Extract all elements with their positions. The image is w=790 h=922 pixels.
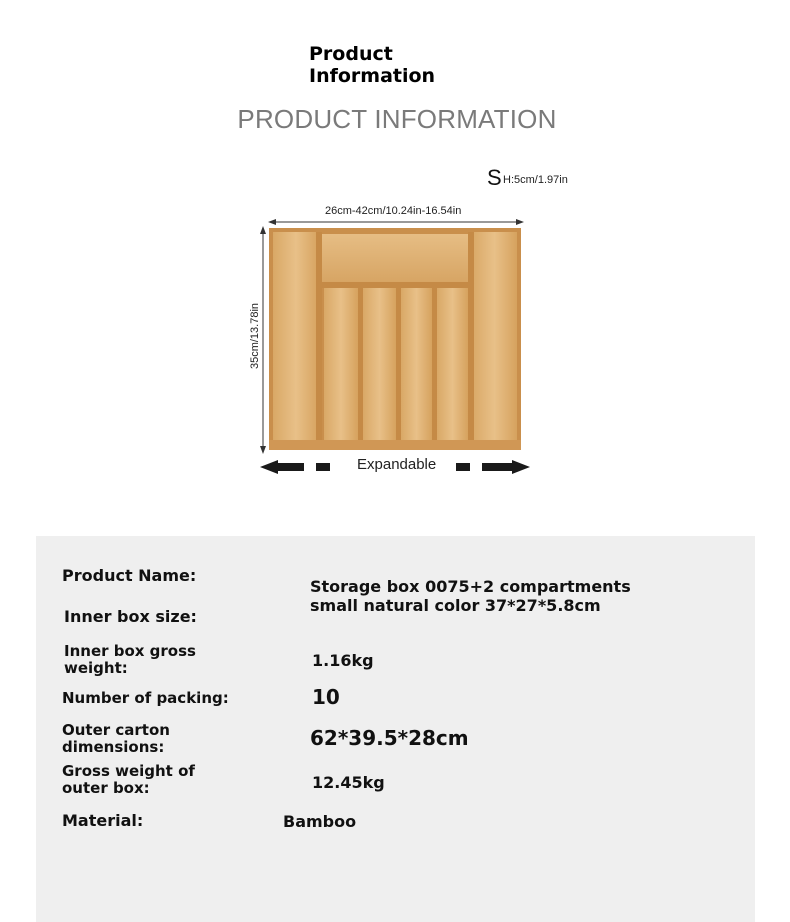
product-name-label: Product Name:	[62, 566, 197, 585]
inner-gross-weight-label: Inner box gross weight:	[64, 642, 196, 677]
outer-carton-label: Outer carton dimensions:	[62, 721, 170, 756]
outer-gross-weight-value: 12.45kg	[312, 773, 385, 792]
outer-gross-weight-label: Gross weight of outer box:	[62, 762, 195, 797]
inner-gross-weight-value: 1.16kg	[312, 651, 374, 670]
outer-carton-value: 62*39.5*28cm	[310, 726, 469, 750]
utensil-slots	[324, 288, 468, 440]
depth-dimension-line	[260, 226, 266, 454]
product-name-value-line1: Storage box 0075+2 compartments	[310, 577, 631, 596]
material-label: Material:	[62, 811, 144, 830]
product-name-value-line2: small natural color 37*27*5.8cm	[310, 596, 601, 615]
number-of-packing-value: 10	[312, 685, 340, 709]
width-dimension: 26cm-42cm/10.24in-16.54in	[325, 205, 462, 217]
width-dimension-line	[268, 219, 524, 225]
depth-dimension: 35cm/13.78in	[249, 302, 261, 370]
inner-box-size-label: Inner box size:	[64, 607, 197, 626]
expandable-label: Expandable	[357, 456, 437, 473]
height-dimension: H:5cm/1.97in	[503, 174, 568, 186]
right-compartment	[472, 232, 517, 444]
top-compartment	[322, 234, 468, 282]
section-heading: PRODUCT INFORMATION	[237, 104, 557, 134]
page-title: Product Information	[309, 43, 436, 87]
left-compartment	[273, 232, 319, 444]
number-of-packing-label: Number of packing:	[62, 689, 229, 707]
size-letter: S	[487, 165, 502, 190]
material-value: Bamboo	[283, 812, 357, 831]
